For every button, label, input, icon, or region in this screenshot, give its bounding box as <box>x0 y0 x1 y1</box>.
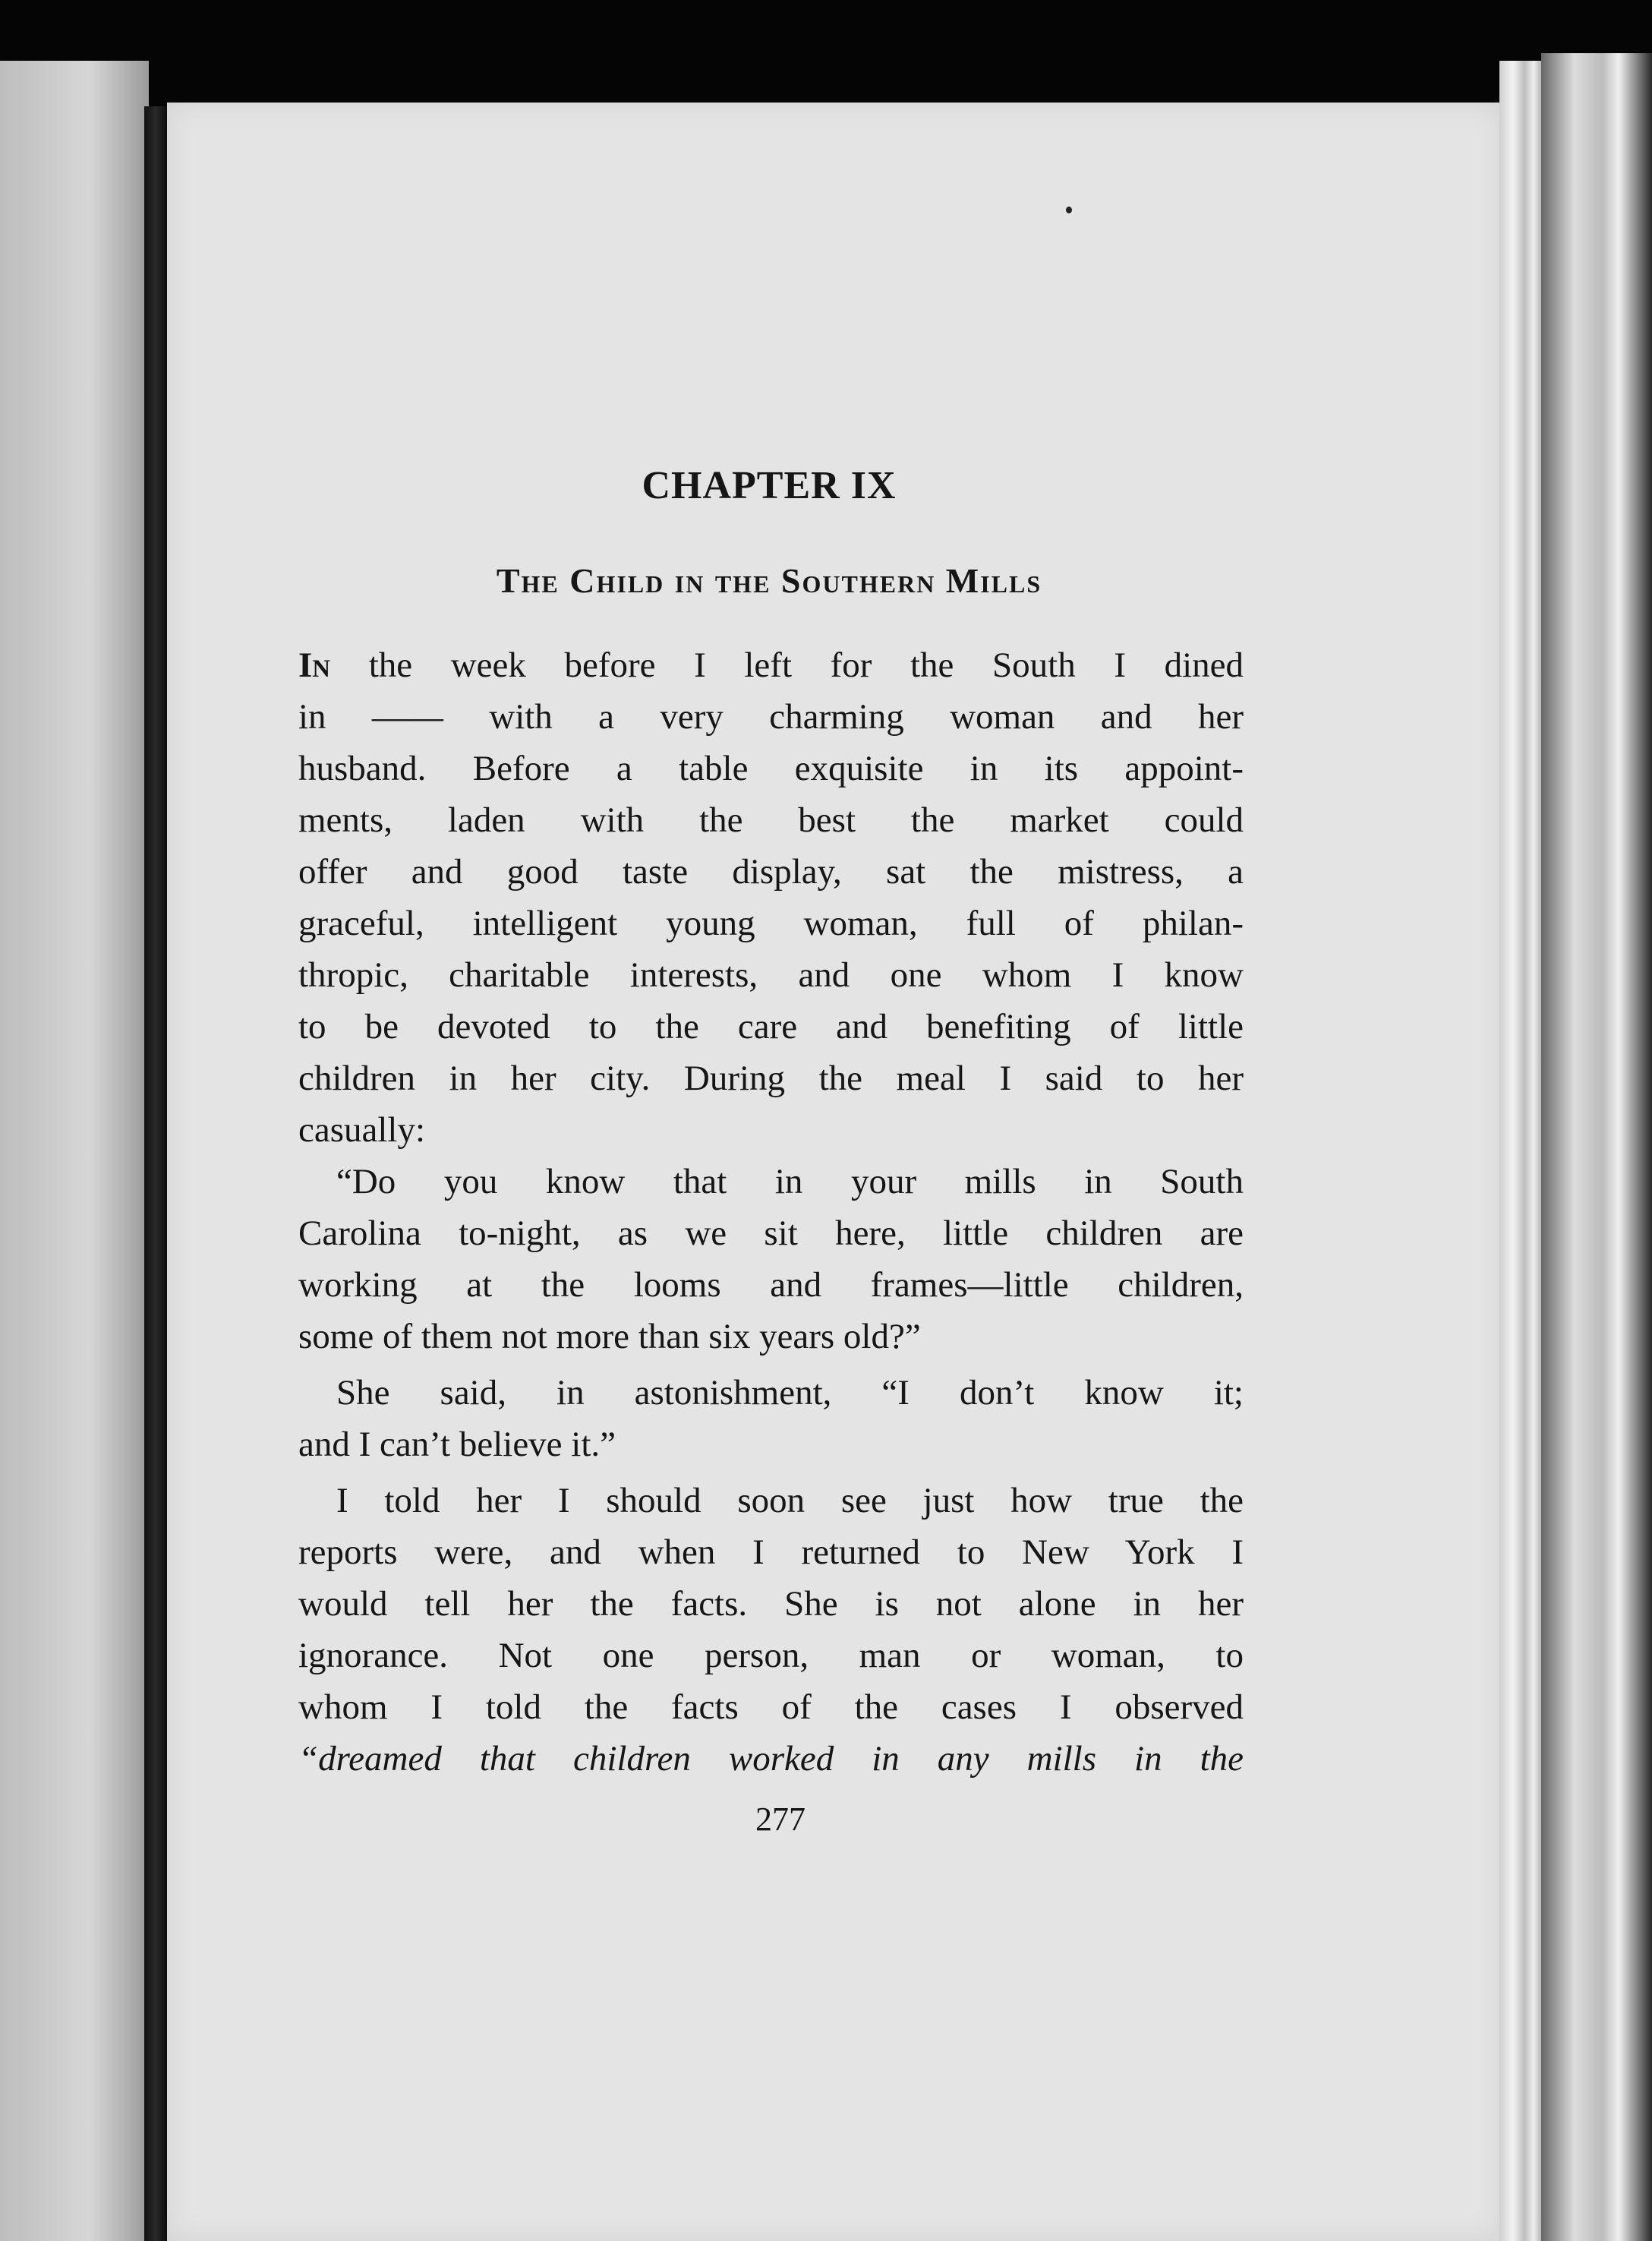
body-line: casually: <box>298 1110 426 1150</box>
body-line <box>298 644 1244 687</box>
chapter-title: CHAPTER IX <box>642 464 897 507</box>
body-line-text: the week before I left for the South I dined <box>330 645 1244 685</box>
opening-word: In <box>298 645 331 685</box>
body-line: “Do you know that in your mills in South <box>336 1162 1244 1201</box>
body-line: husband. Before a table exquisite in its appoint- <box>298 749 1244 788</box>
body-line: I told her I should soon see just how true the <box>336 1481 1244 1520</box>
page-number: 277 <box>755 1801 806 1838</box>
body-line: Carolina to-night, as we sit here, little children are <box>298 1214 1244 1253</box>
chapter-subtitle: The Child in the Southern Mills <box>496 561 1042 600</box>
right-page-edge <box>1499 61 1545 2241</box>
body-line: ignorance. Not one person, man or woman, to <box>298 1636 1244 1675</box>
body-line: children in her city. During the meal I said to her <box>298 1059 1244 1098</box>
body-line: in —— with a very charming woman and her <box>298 697 1244 737</box>
body-line: whom I told the facts of the cases I observed <box>298 1687 1244 1727</box>
body-line: some of them not more than six years old?” <box>298 1317 921 1356</box>
body-line: would tell her the facts. She is not alone in her <box>298 1584 1244 1624</box>
body-line: She said, in astonishment, “I don’t know it; <box>336 1373 1244 1412</box>
body-line: ments, laden with the best the market could <box>298 800 1244 840</box>
body-line: and I can’t believe it.” <box>298 1425 616 1464</box>
body-line: “dreamed that children worked in any mills in the <box>298 1739 1244 1779</box>
body-line: thropic, charitable interests, and one whom I know <box>298 955 1244 995</box>
left-page-edge <box>0 61 149 2241</box>
body-line: working at the looms and frames—little children, <box>298 1265 1244 1305</box>
page-stack-edge <box>1541 53 1652 2241</box>
body-line: to be devoted to the care and benefiting of little <box>298 1007 1244 1046</box>
body-line: offer and good taste display, sat the mistress, a <box>298 852 1244 892</box>
body-line: reports were, and when I returned to New York I <box>298 1532 1244 1572</box>
ink-speck <box>1066 207 1072 213</box>
body-line: graceful, intelligent young woman, full of philan- <box>298 904 1244 943</box>
book-gutter <box>144 106 167 2241</box>
